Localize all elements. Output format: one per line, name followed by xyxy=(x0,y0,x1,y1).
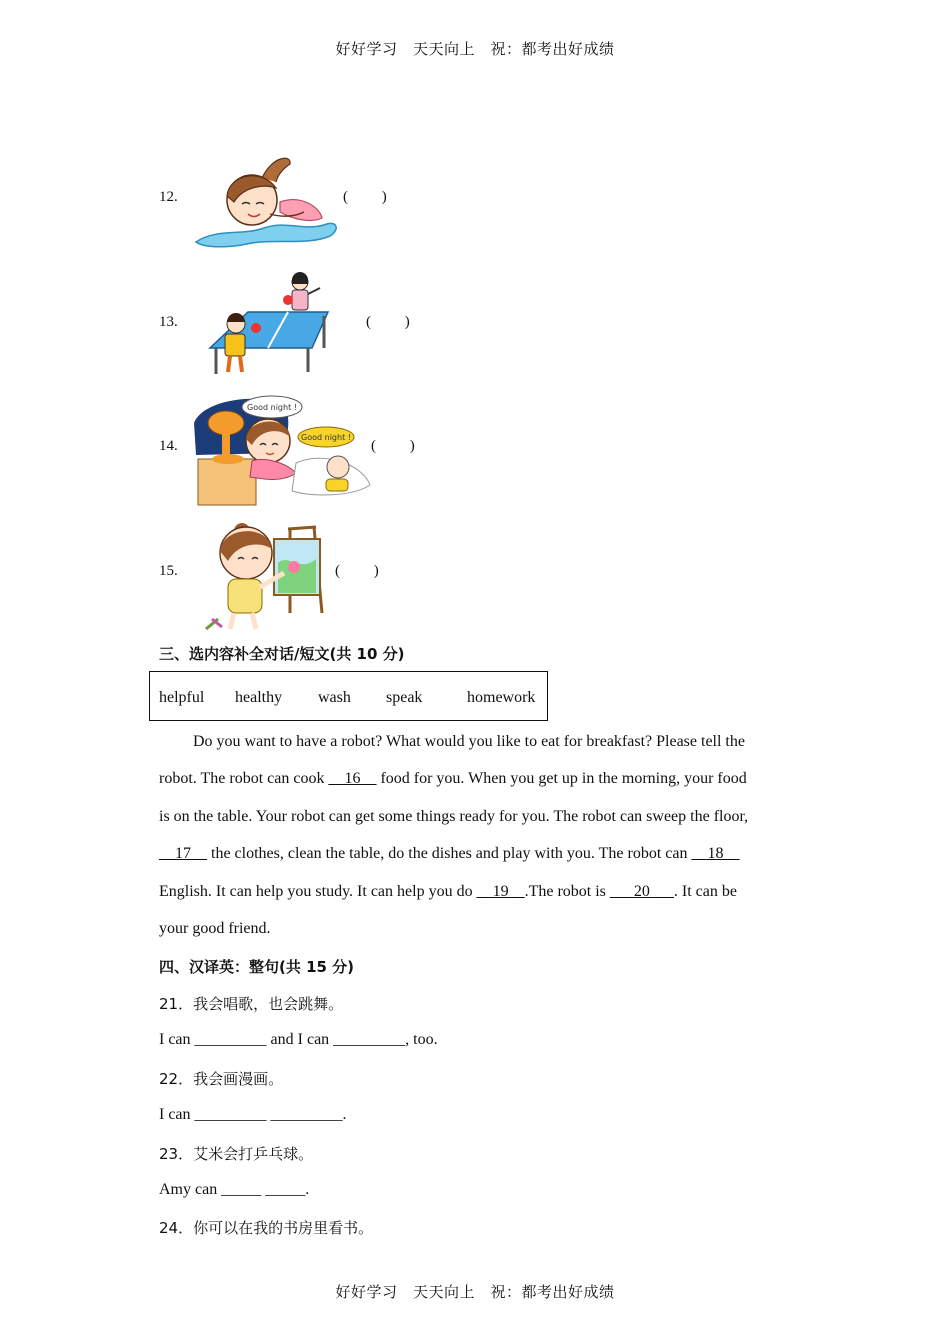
answer-parentheses-13[interactable]: ( ) xyxy=(366,314,410,330)
blank-19[interactable]: __19__ xyxy=(476,882,525,900)
question-number-15: 15. xyxy=(159,563,178,579)
speech-bubble-baby: Good night ! xyxy=(301,433,351,442)
answer-line-21[interactable]: I can _________ and I can _________, too. xyxy=(159,1031,438,1048)
question-number-13: 13. xyxy=(159,314,178,330)
question-number-12: 12. xyxy=(159,189,178,205)
answer-parentheses-12[interactable]: ( ) xyxy=(343,189,387,205)
kids-playing-ping-pong-illustration xyxy=(208,272,333,376)
answer-line-22[interactable]: I can _________ _________. xyxy=(159,1106,347,1123)
word-option: speak xyxy=(386,689,423,706)
answer-parentheses-15[interactable]: ( ) xyxy=(335,563,379,579)
answer-parentheses-14[interactable]: ( ) xyxy=(371,438,415,454)
girl-painting-illustration xyxy=(204,513,332,633)
answer-line-23[interactable]: Amy can _____ _____. xyxy=(159,1181,310,1198)
passage-line: robot. The robot can cook __16__ food for you. When you get up in the morning, your food xyxy=(159,770,747,788)
word-bank xyxy=(149,671,548,721)
blank-20[interactable]: ___20___ xyxy=(609,882,674,900)
word-option: homework xyxy=(467,689,536,706)
word-option: helpful xyxy=(159,689,205,706)
question-number-14: 14. xyxy=(159,438,178,454)
blank-18[interactable]: __18__ xyxy=(691,845,740,863)
blank-16[interactable]: __16__ xyxy=(328,770,377,788)
passage-line: is on the table. Your robot can get some things ready for you. The robot can sweep the floor, xyxy=(159,807,749,825)
passage-line: __17__ the clothes, clean the table, do the dishes and play with you. The robot can __18__ xyxy=(159,845,740,863)
cloze-passage xyxy=(159,723,784,947)
question-23: 23．艾米会打乒乓球。 xyxy=(159,1145,314,1163)
speech-bubble-mom: Good night ! xyxy=(247,403,297,412)
page-header: 好好学习 天天向上 祝：都考出好成绩 xyxy=(335,40,615,58)
question-24: 24．你可以在我的书房里看书。 xyxy=(159,1219,374,1237)
question-21: 21．我会唱歌，也会跳舞。 xyxy=(159,995,344,1013)
word-option: healthy xyxy=(235,689,283,706)
section4-title: 四、汉译英：整句(共 15 分) xyxy=(159,958,355,976)
page-footer: 好好学习 天天向上 祝：都考出好成绩 xyxy=(335,1283,615,1301)
blank-17[interactable]: __17__ xyxy=(159,845,207,863)
question-22: 22．我会画漫画。 xyxy=(159,1070,284,1088)
girl-saying-good-night-illustration xyxy=(192,393,372,508)
passage-line: your good friend. xyxy=(159,920,271,938)
section3-title: 三、选内容补全对话/短文(共 10 分) xyxy=(159,645,405,663)
passage-line: Do you want to have a robot? What would you like to eat for breakfast? Please tell the xyxy=(193,733,745,750)
passage-line: English. It can help you study. It can help you do __19__.The robot is ___20___. It can be xyxy=(159,882,737,900)
word-option: wash xyxy=(318,689,351,706)
girl-swimming-illustration xyxy=(192,152,342,250)
